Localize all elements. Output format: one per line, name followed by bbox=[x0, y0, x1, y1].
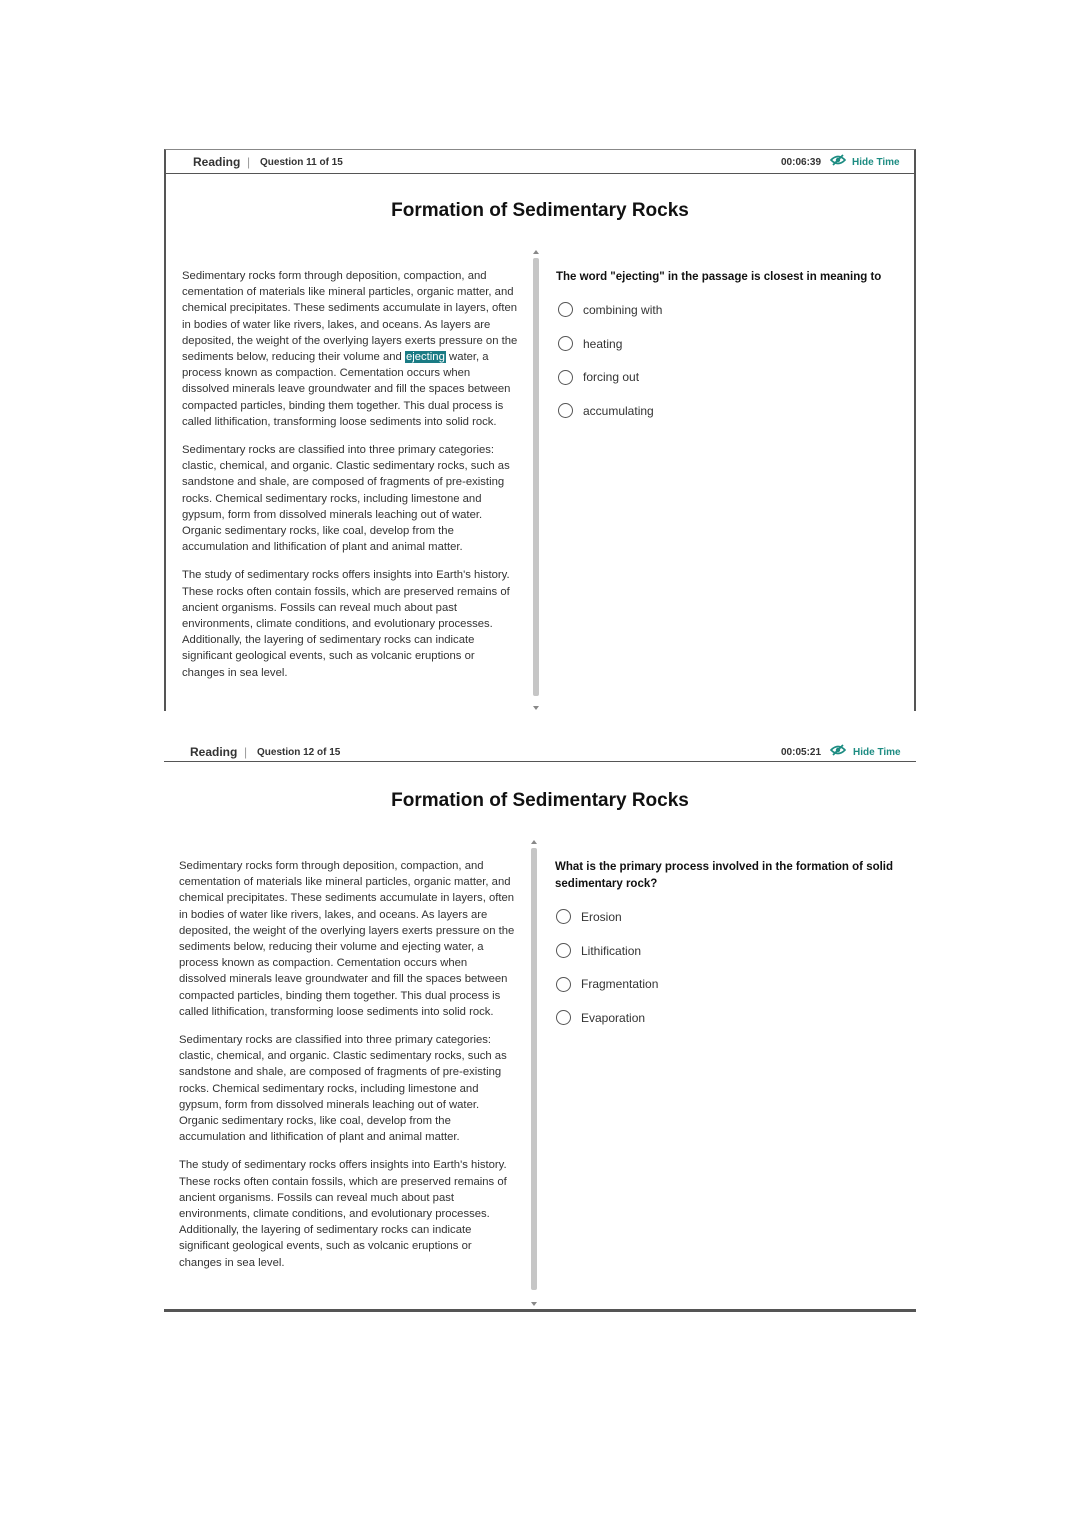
eye-slash-icon[interactable] bbox=[830, 744, 846, 756]
scroll-up-arrow-icon[interactable] bbox=[533, 250, 539, 254]
answer-choice[interactable]: Erosion bbox=[556, 900, 658, 934]
scroll-up-arrow-icon[interactable] bbox=[531, 840, 537, 844]
top-bar bbox=[164, 740, 916, 762]
scroll-down-arrow-icon[interactable] bbox=[533, 706, 539, 710]
passage-scrollbar[interactable] bbox=[530, 840, 538, 1306]
timer: 00:06:39 bbox=[781, 157, 822, 168]
hide-time-button[interactable]: Hide Time bbox=[852, 157, 900, 168]
answer-choices bbox=[558, 293, 662, 428]
passage-paragraph-2: Sedimentary rocks are classified into three primary categories: clastic, chemical, and organic. Clastic sedimentary rocks, such as sandstone and shale, are composed of fragments of pre-existing rocks. Chemical sedimentary rocks, including limestone and gypsum, form from dissolved minerals leaching out of water. Organic sedimentary rocks, like coal, develop from the accumulation and lithification of plant and animal matter. bbox=[179, 1034, 507, 1144]
scroll-thumb[interactable] bbox=[531, 848, 537, 1290]
separator: | bbox=[244, 745, 248, 759]
reading-passage bbox=[179, 858, 515, 1283]
highlighted-word: ejecting bbox=[405, 351, 445, 364]
passage-paragraph-1: Sedimentary rocks form through deposition, compaction, and cementation of materials like mineral particles, organic matter, and chemical precipitates. These sediments accumulate in layers, often in bodies of water like rivers, lakes, and oceans. As layers are deposited, the weight of the overlying layers exerts pressure on the sediments below, reducing their volume and ejecting water, a process known as compaction. Cementation occurs when dissolved minerals leave groundwater and fill the spaces between compacted particles, binding them together. This dual process is called lithification, transforming loose sediments into solid rock. bbox=[182, 270, 518, 428]
radio-button[interactable] bbox=[558, 403, 573, 418]
passage-paragraph-2: Sedimentary rocks are classified into three primary categories: clastic, chemical, and organic. Clastic sedimentary rocks, such as sandstone and shale, are composed of fragments of pre-existing rocks. Chemical sedimentary rocks, including limestone and gypsum, form from dissolved minerals leaching out of water. Organic sedimentary rocks, like coal, develop from the accumulation and lithification of plant and animal matter. bbox=[182, 444, 510, 554]
radio-button[interactable] bbox=[558, 336, 573, 351]
passage-title: Formation of Sedimentary Rocks bbox=[391, 200, 689, 221]
passage-scrollbar[interactable] bbox=[532, 250, 540, 710]
passage-paragraph-1: Sedimentary rocks form through deposition, compaction, and cementation of materials like mineral particles, organic matter, and chemical precipitates. These sediments accumulate in layers, often in bodies of water like rivers, lakes, and oceans. As layers are deposited, the weight of the overlying layers exerts pressure on the sediments below, reducing their volume and ejecting water, a process known as compaction. Cementation occurs when dissolved minerals leave groundwater and fill the spaces between compacted particles, binding them together. This dual process is called lithification, transforming loose sediments into solid rock. bbox=[179, 860, 515, 1018]
answer-choice[interactable]: heating bbox=[558, 327, 662, 361]
passage-paragraph-3: The study of sedimentary rocks offers insights into Earth's history. These rocks often contain fossils, which are preserved remains of ancient organisms. Fossils can reveal much about past environments, climate conditions, and evolutionary processes. Additionally, the layering of sedimentary rocks can indicate significant geological events, such as volcanic eruptions or changes in sea level. bbox=[182, 569, 510, 679]
radio-button[interactable] bbox=[558, 370, 573, 385]
radio-button[interactable] bbox=[556, 943, 571, 958]
answer-choices bbox=[556, 900, 658, 1035]
answer-choice[interactable]: Lithification bbox=[556, 934, 658, 968]
section-label: Reading bbox=[190, 745, 238, 759]
hide-time-button[interactable]: Hide Time bbox=[853, 747, 901, 758]
passage-paragraph-3: The study of sedimentary rocks offers insights into Earth's history. These rocks often contain fossils, which are preserved remains of ancient organisms. Fossils can reveal much about past environments, climate conditions, and evolutionary processes. Additionally, the layering of sedimentary rocks can indicate significant geological events, such as volcanic eruptions or changes in sea level. bbox=[179, 1159, 507, 1269]
question-prompt: What is the primary process involved in the formation of solid sedimentary rock? bbox=[555, 861, 894, 890]
answer-choice[interactable]: forcing out bbox=[558, 360, 662, 394]
radio-button[interactable] bbox=[558, 302, 573, 317]
answer-choice[interactable]: Fragmentation bbox=[556, 967, 658, 1001]
answer-choice[interactable]: combining with bbox=[558, 293, 662, 327]
timer: 00:05:21 bbox=[781, 747, 822, 758]
question-counter: Question 11 of 15 bbox=[260, 157, 343, 168]
answer-choice[interactable]: accumulating bbox=[558, 394, 662, 428]
test-screen-question-11 bbox=[164, 149, 916, 711]
radio-button[interactable] bbox=[556, 977, 571, 992]
reading-passage bbox=[182, 268, 518, 693]
scroll-down-arrow-icon[interactable] bbox=[531, 1302, 537, 1306]
answer-choice[interactable]: Evaporation bbox=[556, 1001, 658, 1035]
test-screen-question-12 bbox=[164, 740, 916, 1312]
passage-title: Formation of Sedimentary Rocks bbox=[391, 790, 689, 811]
question-prompt: The word "ejecting" in the passage is closest in meaning to bbox=[556, 271, 882, 283]
top-bar bbox=[166, 150, 914, 174]
question-counter: Question 12 of 15 bbox=[257, 747, 341, 758]
separator: | bbox=[247, 155, 251, 169]
section-label: Reading bbox=[193, 155, 241, 169]
eye-slash-icon[interactable] bbox=[830, 154, 846, 166]
scroll-thumb[interactable] bbox=[533, 258, 539, 696]
radio-button[interactable] bbox=[556, 909, 571, 924]
radio-button[interactable] bbox=[556, 1010, 571, 1025]
